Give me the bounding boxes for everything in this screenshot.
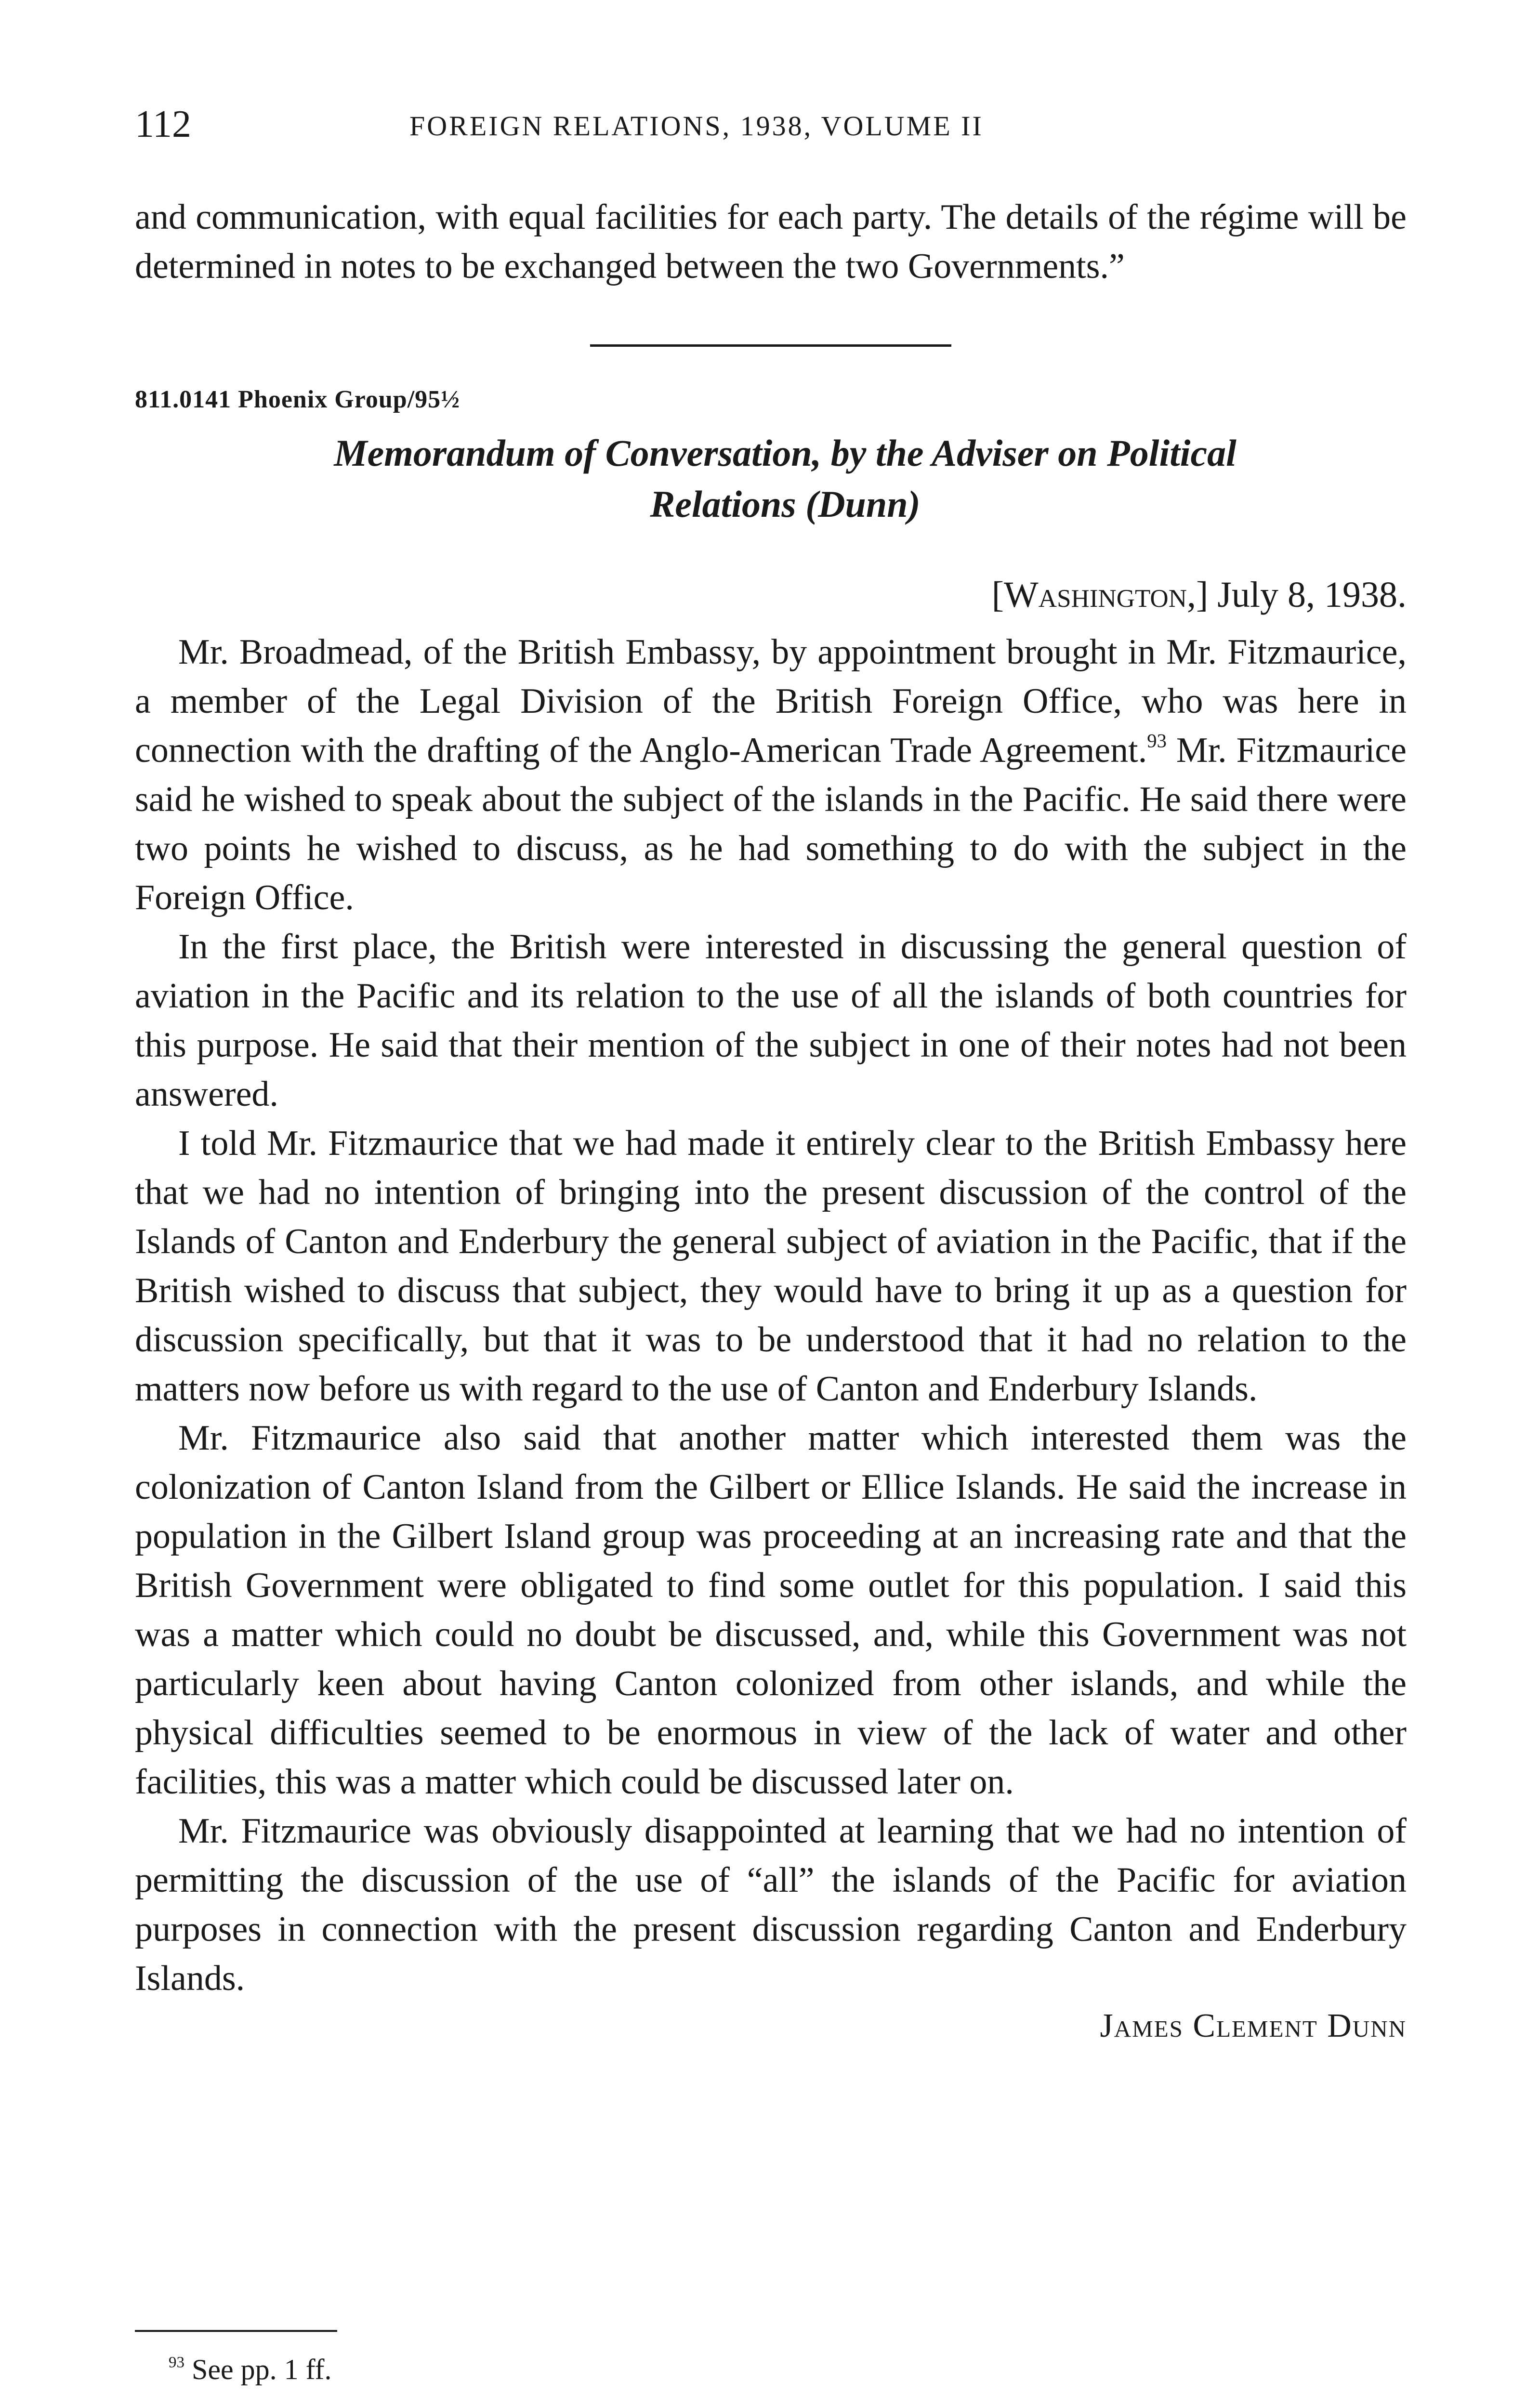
- footnote-marker: 93: [169, 2354, 184, 2371]
- paragraph-3: I told Mr. Fitzmaurice that we had made it entirely clear to the British Embassy here that we had no intention of bringing into the present discussion of the control of the Islands of Canton and Enderbury the general subject of aviation in the Pacific, that if the British wished to discuss that subject, they would have to bring it up as a question for discussion specifically, but that it was to be understood that it had no relation to the matters now before us with regard to the use of Canton and Enderbury Islands.: [135, 1124, 1407, 1409]
- paragraph-1-text-b: Mr. Fitzmaurice said he wished to speak about the subject of the islands in the Pacific. He said there were two points he wished to discuss, as he had something to do with the subject in the Foreign Office.: [135, 731, 1407, 917]
- document-title-line1: Memorandum of Conversation, by the Adviser on Political: [334, 432, 1237, 474]
- paragraph-5: Mr. Fitzmaurice was obviously disappointed at learning that we had no intention of permitting the discussion of the use of “all” the islands of the Pacific for aviation purposes in connection with the present discussion regarding Canton and Enderbury Islands.: [135, 1811, 1407, 1998]
- dateline-place: [Washington,]: [991, 575, 1209, 615]
- paragraph-2: In the first place, the British were interested in discussing the general question of aviation in the Pacific and its relation to the use of all the islands of both countries for this purpose. He said that their mention of the subject in one of their notes had not been answered.: [135, 927, 1407, 1114]
- running-head: [135, 100, 1407, 148]
- page: [135, 0, 1407, 2408]
- continuation-paragraph: [135, 193, 1407, 291]
- footnote-reference: 93: [1147, 730, 1167, 752]
- document-title-line2: Relations (Dunn): [650, 483, 921, 525]
- file-reference: 811.0141 Phoenix Group/95½: [135, 386, 460, 413]
- paragraph-1-text-a: Mr. Broadmead, of the British Embassy, by appointment brought in Mr. Fitzmaurice, a member of the Legal Division of the British Foreign Office, who was here in connection with the drafting of the Anglo-American Trade Agreement.: [135, 632, 1407, 770]
- dateline: [992, 571, 1407, 619]
- section-divider: [590, 344, 951, 347]
- footnote-text: See pp. 1 ff.: [184, 2354, 332, 2385]
- paragraph-4: Mr. Fitzmaurice also said that another matter which interested them was the colonization of Canton Island from the Gilbert or Ellice Islands. He said the increase in population in the Gilbert Island group was proceeding at an increasing rate and that the British Government were obligated to find some outlet for this population. I said this was a matter which could no doubt be discussed, and, while this Government was not particularly keen about having Canton colonized from other islands, and while the physical difficulties seemed to be enormous in view of the lack of water and other facilities, this was a matter which could be discussed later on.: [135, 1418, 1407, 1802]
- document-title: [207, 428, 1363, 530]
- memorandum-body: [135, 628, 1407, 2083]
- dateline-date: July 8, 1938.: [1217, 575, 1407, 615]
- footnote: [169, 2350, 332, 2389]
- signature: James Clement Dunn: [1100, 2007, 1407, 2044]
- continuation-text: and communication, with equal facilities for each party. The details of the régime will be determined in notes to be exchanged between the two Governments.”: [135, 197, 1407, 286]
- paragraph-1: [135, 628, 1407, 922]
- footnote-divider: [135, 2330, 337, 2332]
- running-title: FOREIGN RELATIONS, 1938, VOLUME II: [409, 110, 984, 142]
- page-number: 112: [135, 103, 192, 145]
